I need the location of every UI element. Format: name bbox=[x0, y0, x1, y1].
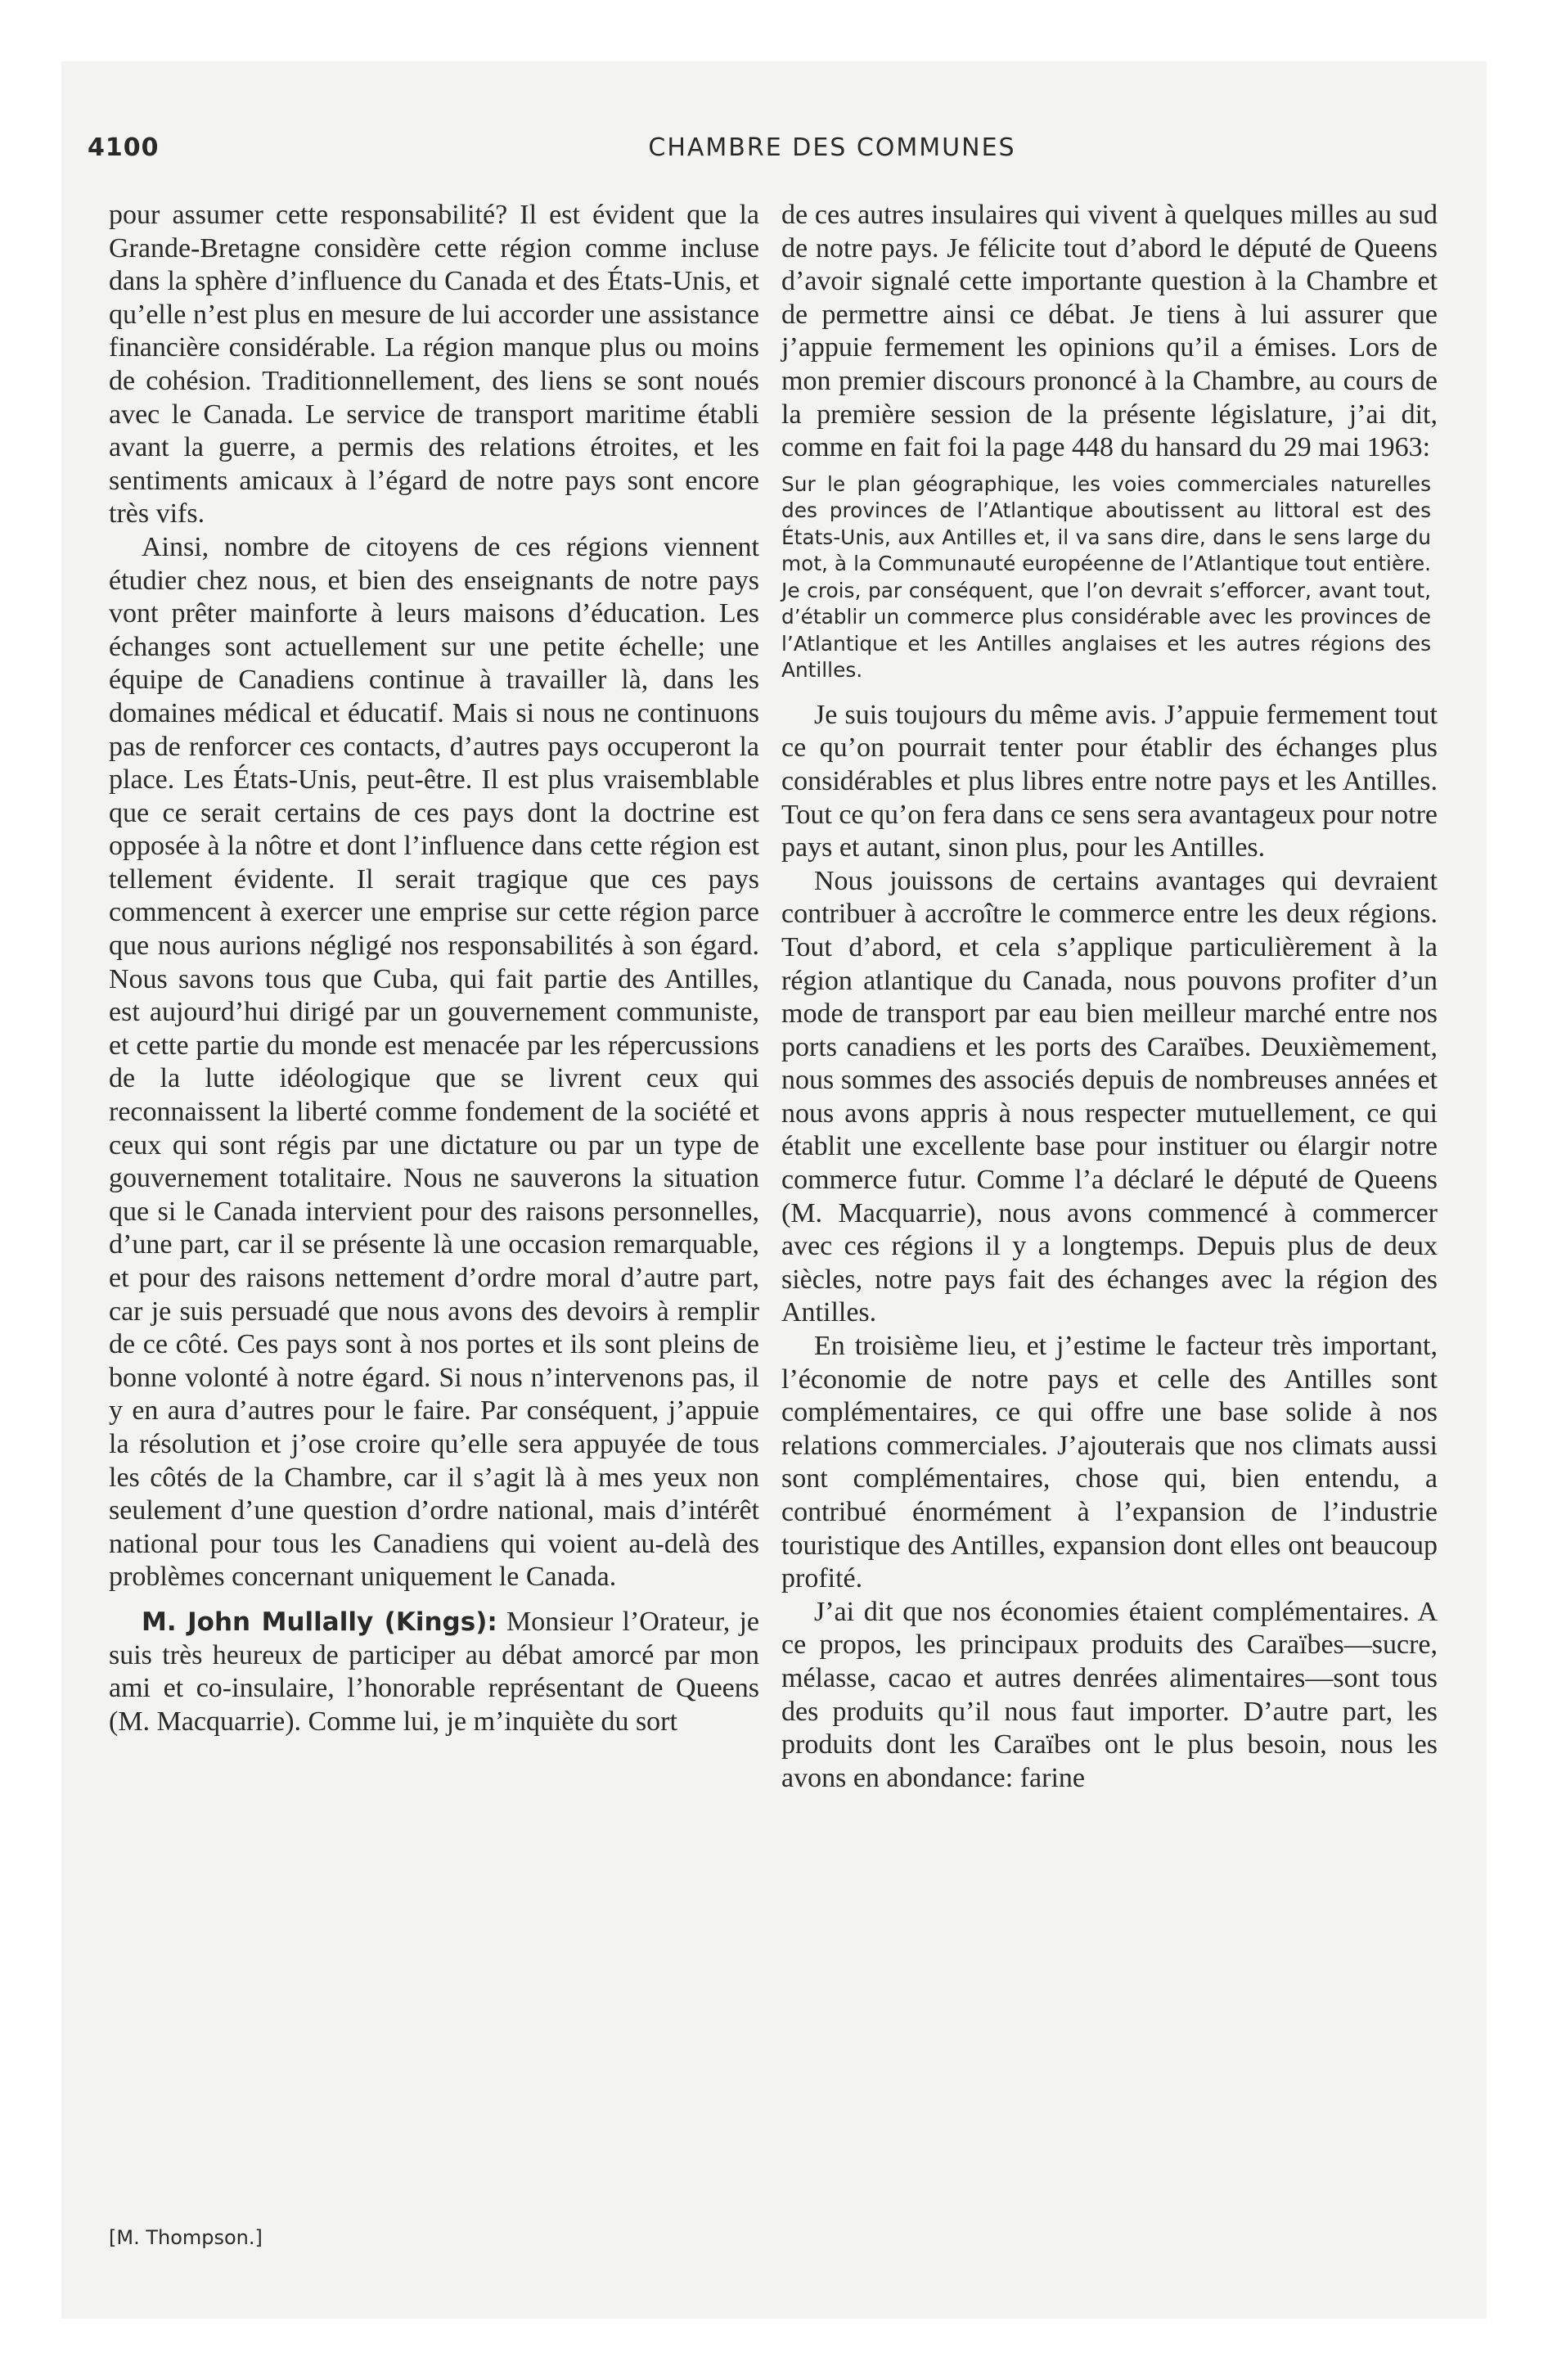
right-paragraph-4: En troisième lieu, et j’estime le facteur très important, l’économie de notre pays et celle des Antilles sont complémentaires, ce qui offre une base solide à nos relations commerciales. J’ajouterais que nos climats aussi sont complémentaires, chose qui, bien entendu, a contribué énormément à l’expansion de l’industrie touristique des Antilles, expansion dont elles ont beaucoup profité. bbox=[781, 1331, 1438, 1594]
right-paragraph-1: de ces autres insulaires qui vivent à quelques milles au sud de notre pays. Je félicite tout d’abord le député de Queens d’avoir signalé cette importante question à la Chambre et de permettre ainsi ce débat. Je tiens à lui assurer que j’appuie fermement les opinions qu’il a émises. Lors de mon premier discours prononcé à la Chambre, au cours de la première session de la présente législature, j’ai dit, comme en fait foi la page 448 du hansard du 29 mai 1963: bbox=[781, 200, 1438, 463]
left-paragraph-2: Ainsi, nombre de citoyens de ces régions viennent étudier chez nous, et bien des enseignants de notre pays vont prêter mainforte à leurs maisons d’éducation. Les échanges sont actuellement sur une petite échelle; une équipe de Canadiens continue à travailler là, dans les domaines médical et éducatif. Mais si nous ne continuons pas de renforcer ces contacts, d’autres pays occuperont la place. Les États-Unis, peut-être. Il est plus vraisemblable que ce serait certains de ces pays dont la doctrine est opposée à la nôtre et dont l’influence dans cette région est tellement évidente. Il serait tragique que ces pays commencent à exercer une emprise sur cette région parce que nous aurions négligé nos responsabilités à son égard. Nous savons tous que Cuba, qui fait partie des Antilles, est aujourd’hui dirigé par un gouvernement communiste, et cette partie du monde est menacée par les répercussions de la lutte idéologique que se livrent ceux qui reconnaissent la liberté comme fondement de la société et ceux qui sont régis par une dictature ou par un type de gouvernement totalitaire. Nous ne sauverons la situation que si le Canada intervient pour des raisons personnelles, d’une part, car il se présente là une occasion remarquable, et pour des raisons nettement d’ordre moral d’autre part, car je suis persuadé que nous avons des devoirs à remplir de ce côté. Ces pays sont à nos portes et ils sont pleins de bonne volonté à notre égard. Si nous n’intervenons pas, il y en aura d’autres pour le faire. Par conséquent, j’appuie la résolution et j’ose croire qu’elle sera appuyée de tous les côtés de la Chambre, car il s’agit là à mes yeux non seulement d’une question d’ordre national, mais d’intérêt national pour tous les Canadiens qui voient au-delà des problèmes concernant uniquement le Canada. bbox=[109, 531, 759, 1593]
paragraph-gap bbox=[109, 1594, 759, 1606]
hansard-quote: Sur le plan géographique, les voies commerciales naturelles des provinces de l’Atlantique aboutissent au littoral est des États-Unis, aux Antilles et, il va sans dire, dans le sens large du mot, à la Communauté européenne de l’Atlantique tout entière. Je crois, par conséquent, que l’on devrait s’efforcer, avant tout, d’établir un commerce plus considérable avec les provinces de l’Atlantique et les Antilles anglaises et les autres régions des Antilles. bbox=[781, 471, 1431, 683]
footer-attribution: [M. Thompson.] bbox=[109, 2226, 263, 2249]
right-paragraph-2: Je suis toujours du même avis. J’appuie fermement tout ce qu’on pourrait tenter pour établir des échanges plus considérables et plus libres entre notre pays et les Antilles. Tout ce qu’on fera dans ce sens sera avantageux pour notre pays et autant, sinon plus, pour les Antilles. bbox=[781, 699, 1438, 863]
left-paragraph-3 bbox=[109, 1606, 759, 1738]
speaker-name: M. John Mullally (Kings): bbox=[142, 1607, 497, 1637]
speech-text: Monsieur l’Orateur, je suis très heureux de participer au débat amorcé par mon ami et co-insulaire, l’honorable représentant de Queens (M. Macquarrie). Comme lui, je m’inquiète du sort bbox=[109, 1606, 759, 1737]
running-head: CHAMBRE DES COMMUNES bbox=[648, 133, 1016, 162]
right-column bbox=[781, 199, 1438, 1795]
right-paragraph-5: J’ai dit que nos économies étaient complémentaires. A ce propos, les principaux produits des Caraïbes—sucre, mélasse, cacao et autres denrées alimentaires—sont tous des produits qu’il nous faut importer. D’autre part, les produits dont les Caraïbes ont le plus besoin, nous les avons en abondance: farine bbox=[781, 1596, 1438, 1793]
page-number: 4100 bbox=[88, 133, 160, 162]
left-column bbox=[109, 199, 759, 1738]
right-paragraph-3: Nous jouissons de certains avantages qui devraient contribuer à accroître le commerce entre les deux régions. Tout d’abord, et cela s’applique particulièrement à la région atlantique du Canada, nous pouvons profiter d’un mode de transport par eau bien meilleur marché entre nos ports canadiens et les ports des Caraïbes. Deuxièmement, nous sommes des associés depuis de nombreuses années et nous avons appris à nous respecter mutuellement, ce qui établit une excellente base pour instituer ou élargir notre commerce futur. Comme l’a déclaré le député de Queens (M. Macquarrie), nous avons commencé à commercer avec ces régions il y a longtemps. Depuis plus de deux siècles, notre pays fait des échanges avec la région des Antilles. bbox=[781, 865, 1438, 1328]
page-header bbox=[88, 133, 1438, 174]
left-paragraph-1: pour assumer cette responsabilité? Il est évident que la Grande-Bretagne considère cette région comme incluse dans la sphère d’influence du Canada et des États-Unis, et qu’elle n’est plus en mesure de lui accorder une assistance financière considérable. La région manque plus ou moins de cohésion. Traditionnellement, des liens se sont noués avec le Canada. Le service de transport maritime établi avant la guerre, a permis des relations étroites, et les sentiments amicaux à l’égard de notre pays sont encore très vifs. bbox=[109, 200, 759, 530]
